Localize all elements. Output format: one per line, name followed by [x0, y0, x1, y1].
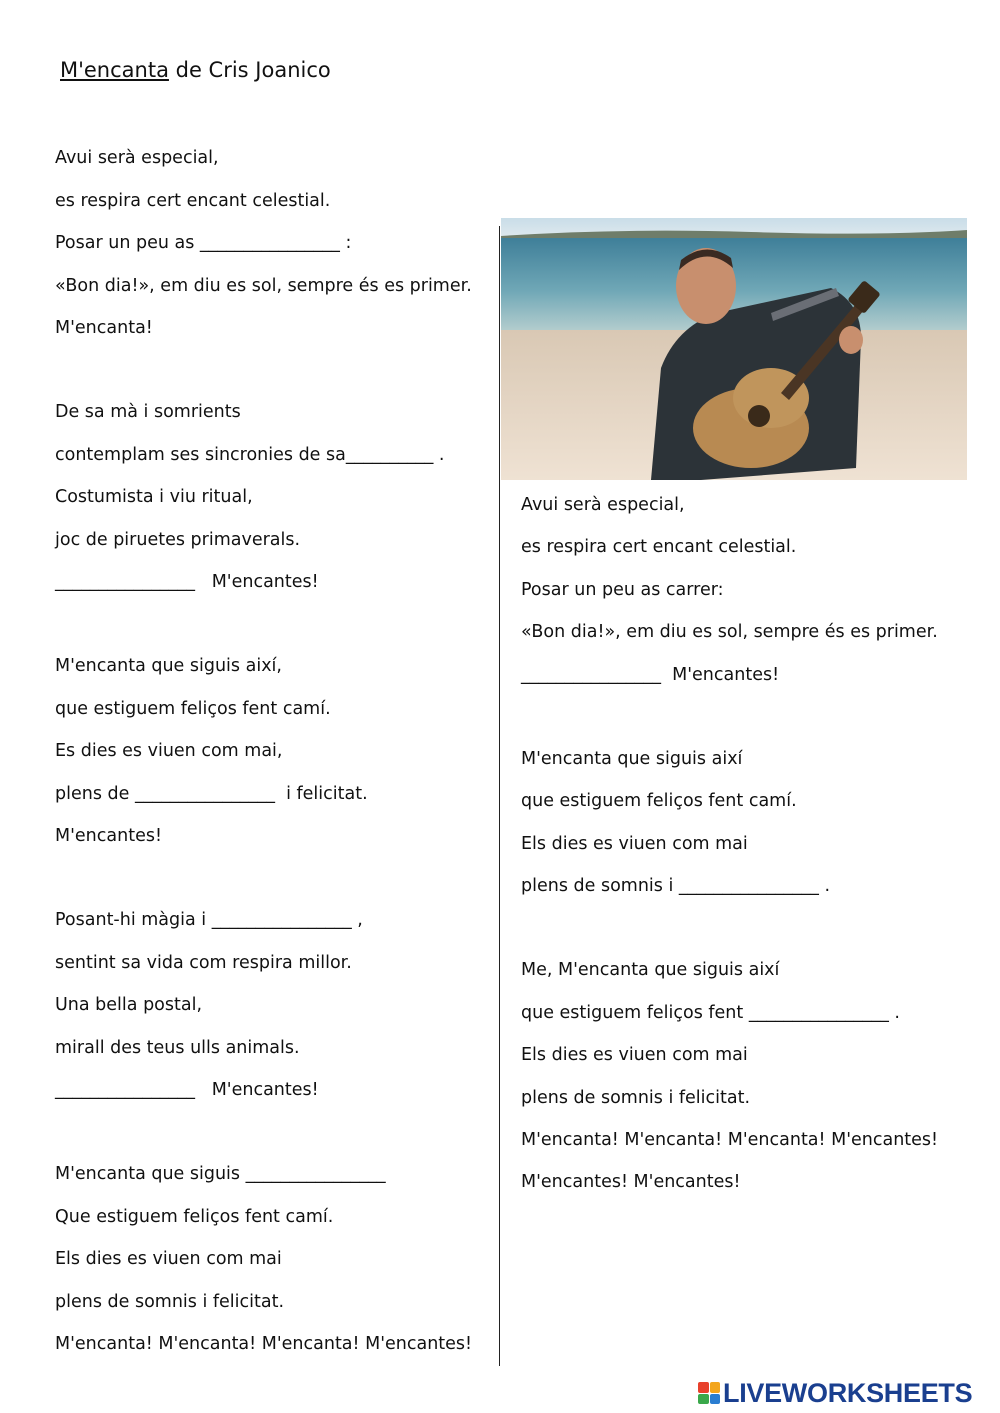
lyric-line-blank: ________________ M'encantes!	[521, 665, 780, 685]
lyric-line: sentint sa vida com respira millor.	[55, 953, 352, 973]
lyric-line-blank: que estiguem feliços fent ________________ .	[521, 1003, 900, 1023]
lyric-line: De sa mà i somrients	[55, 402, 241, 422]
lyric-line: M'encanta que siguis així,	[55, 656, 282, 676]
lyric-line: M'encanta! M'encanta! M'encanta! M'encantes!	[521, 1130, 939, 1150]
lyric-line: Que estiguem feliços fent camí.	[55, 1207, 334, 1227]
lyric-line: «Bon dia!», em diu es sol, sempre és es primer.	[521, 622, 938, 642]
lyric-line: que estiguem feliços fent camí.	[55, 699, 331, 719]
author-credit: de Cris Joanico	[168, 58, 331, 82]
lyric-line: M'encantes!	[55, 826, 162, 846]
column-divider	[499, 226, 500, 1366]
lyric-line: mirall des teus ulls animals.	[55, 1038, 300, 1058]
lyric-line: Avui serà especial,	[55, 148, 219, 168]
lyric-line: que estiguem feliços fent camí.	[521, 791, 797, 811]
lyric-line-blank: ________________ M'encantes!	[55, 1080, 319, 1100]
left-lyrics-column	[55, 0, 500, 1413]
song-title: M'encanta	[60, 58, 169, 82]
lyric-line: Una bella postal,	[55, 995, 203, 1015]
lyric-line-blank: M'encanta que siguis ________________	[55, 1164, 386, 1184]
lyric-line-blank: contemplam ses sincronies de sa__________ .	[55, 445, 445, 465]
lyric-line: M'encanta! M'encanta! M'encanta! M'encantes!	[55, 1334, 473, 1354]
logo-text: LIVEWORKSHEETS	[723, 1377, 973, 1408]
lyric-line-blank: ________________ M'encantes!	[55, 572, 319, 592]
lyric-line-blank: plens de somnis i ________________ .	[521, 876, 831, 896]
lyric-line-blank: Posar un peu as ________________ :	[55, 233, 352, 253]
liveworksheets-logo	[698, 1378, 972, 1408]
lyric-line: joc de piruetes primaverals.	[55, 530, 301, 550]
lyric-line: Avui serà especial,	[521, 495, 685, 515]
lyric-line: Els dies es viuen com mai	[521, 1045, 748, 1065]
lyric-line: es respira cert encant celestial.	[521, 537, 797, 557]
lyric-line: Posar un peu as carrer:	[521, 580, 724, 600]
logo-badge-icon	[698, 1382, 720, 1404]
lyric-line: es respira cert encant celestial.	[55, 191, 331, 211]
lyric-line: Me, M'encanta que siguis així	[521, 960, 780, 980]
lyric-line: M'encanta que siguis així	[521, 749, 743, 769]
lyric-line: plens de somnis i felicitat.	[521, 1088, 751, 1108]
lyric-line: Els dies es viuen com mai	[55, 1249, 282, 1269]
lyric-line: M'encanta!	[55, 318, 153, 338]
lyric-line: plens de somnis i felicitat.	[55, 1292, 285, 1312]
lyric-line: M'encantes! M'encantes!	[521, 1172, 741, 1192]
lyric-line-blank: plens de ________________ i felicitat.	[55, 784, 368, 804]
lyric-line-blank: Posant-hi màgia i ________________ ,	[55, 910, 363, 930]
lyric-line: Els dies es viuen com mai	[521, 834, 748, 854]
right-lyrics-column	[521, 0, 981, 1413]
lyric-line: «Bon dia!», em diu es sol, sempre és es primer.	[55, 276, 472, 296]
lyric-line: Costumista i viu ritual,	[55, 487, 253, 507]
lyric-line: Es dies es viuen com mai,	[55, 741, 283, 761]
